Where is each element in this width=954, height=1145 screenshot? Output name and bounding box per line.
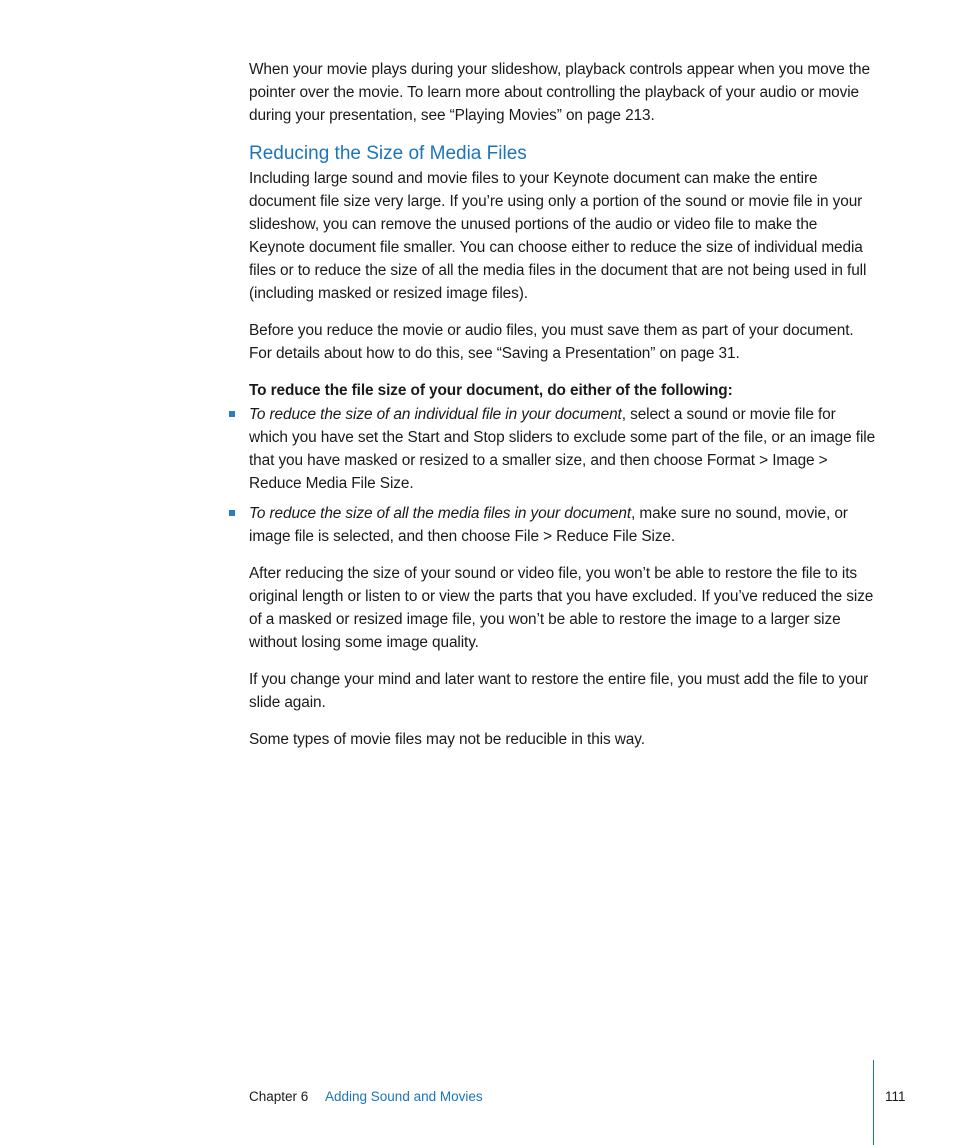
list-item-italic: To reduce the size of all the media files in your document [249,505,632,522]
intro-paragraph: When your movie plays during your slideshow, playback controls appear when you move the pointer over the movie. To learn more about controlling the playback of your audio or movie during your presentation, see “Playing Movies” on page 213. [249,61,870,124]
page-number: 111 [885,1089,906,1104]
instruction-list [249,403,877,548]
section-paragraph-2: Before you reduce the movie or audio files, you must save them as part of your document. For details about how to do this, see “Saving a Presentation” on page 31. [249,322,854,362]
section-heading: Reducing the Size of Media Files [249,143,527,164]
list-item [249,403,877,495]
section-paragraph-4: If you change your mind and later want to restore the entire file, you must add the file to your slide again. [249,671,869,711]
page-content [249,58,877,765]
list-item-text: , select a sound or movie file for which you have set the Start and Stop sliders to exclude some part of the file, or an image file that you have masked or resized to a smaller size, and then choose Format > Image > Reduce Media File Size. [249,406,876,492]
section-paragraph-1: Including large sound and movie files to your Keynote document can make the entire document file size very large. If you’re using only a portion of the sound or movie file in your slideshow, you can remove the unused portions of the audio or video file to make the Keynote document file smaller. You can choose either to reduce the size of individual media files or to reduce the size of all the media files in the document that are not being used in full (including masked or resized image files). [249,170,867,302]
footer-divider [873,1060,874,1145]
list-item-italic: To reduce the size of an individual file in your document [249,406,622,423]
footer-chapter-title: Adding Sound and Movies [325,1089,483,1104]
footer-chapter-label: Chapter 6 [249,1089,309,1104]
square-bullet-icon [229,411,235,417]
section-paragraph-3: After reducing the size of your sound or video file, you won’t be able to restore the file to its original length or listen to or view the parts that you have excluded. If you’ve reduced the size of a masked or resized image file, you won’t be able to restore the image to a larger size without losing some image quality. [249,565,874,651]
list-item [249,502,877,548]
section-paragraph-5: Some types of movie files may not be reducible in this way. [249,731,645,748]
list-item-text: , make sure no sound, movie, or image file is selected, and then choose File > Reduce File Size. [249,505,848,545]
square-bullet-icon [229,510,235,516]
instruction-lead: To reduce the file size of your document, do either of the following: [249,382,733,399]
